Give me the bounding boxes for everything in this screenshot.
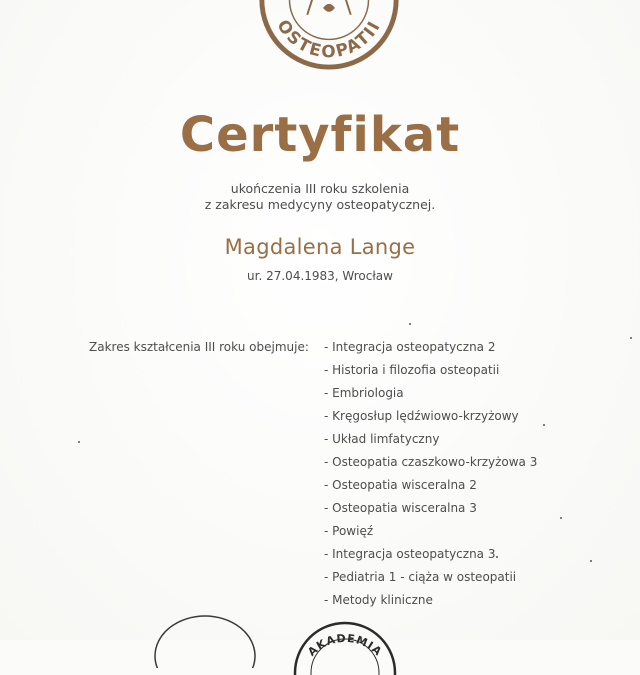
paper-speck — [560, 517, 562, 519]
recipient-name: Magdalena Lange — [224, 235, 416, 259]
subject-item: - Integracja osteopatyczna 2 — [324, 340, 496, 354]
paper-speck — [543, 424, 545, 426]
seal-text: OSTEOPATII — [273, 15, 385, 62]
subject-item: - Układ limfatyczny — [324, 432, 440, 446]
school-logo-seal — [250, 0, 408, 70]
subject-item: - Osteopatia czaszkowo-krzyżowa 3 — [324, 455, 538, 469]
paper-speck — [590, 560, 592, 562]
subject-item: - Osteopatia wisceralna 2 — [324, 478, 477, 492]
subject-item: - Metody kliniczne — [324, 593, 433, 607]
svg-text:AKADEMIA — [305, 632, 384, 659]
paper-speck — [409, 323, 411, 325]
subject-item: - Kręgosłup lędźwiowo-krzyżowy — [324, 409, 519, 423]
subtitle-line-1: ukończenia III roku szkolenia — [230, 181, 410, 196]
subject-item: - Pediatria 1 - ciąża w osteopatii — [324, 570, 517, 584]
paper-speck — [496, 556, 498, 558]
certificate-title: Certyfikat — [179, 107, 461, 163]
academy-stamp — [290, 615, 400, 675]
paper-speck — [630, 337, 632, 339]
bottom-left-seal — [150, 608, 260, 668]
subject-item: - Osteopatia wisceralna 3 — [324, 501, 477, 515]
subject-item: - Integracja osteopatyczna 3 — [324, 547, 496, 561]
paper-speck — [78, 441, 80, 443]
subject-list — [324, 340, 537, 616]
certificate-subtitle — [0, 181, 640, 213]
subject-item: - Embriologia — [324, 386, 404, 400]
subtitle-line-2: z zakresu medycyny osteopatycznej. — [204, 197, 436, 212]
scope-label: Zakres kształcenia III roku obejmuje: — [89, 340, 309, 354]
recipient-birth-info: ur. 27.04.1983, Wrocław — [247, 269, 393, 283]
stamp-text: AKADEMIA — [305, 631, 385, 659]
subject-item: - Powięź — [324, 524, 374, 538]
subject-item: - Historia i filozofia osteopatii — [324, 363, 500, 377]
